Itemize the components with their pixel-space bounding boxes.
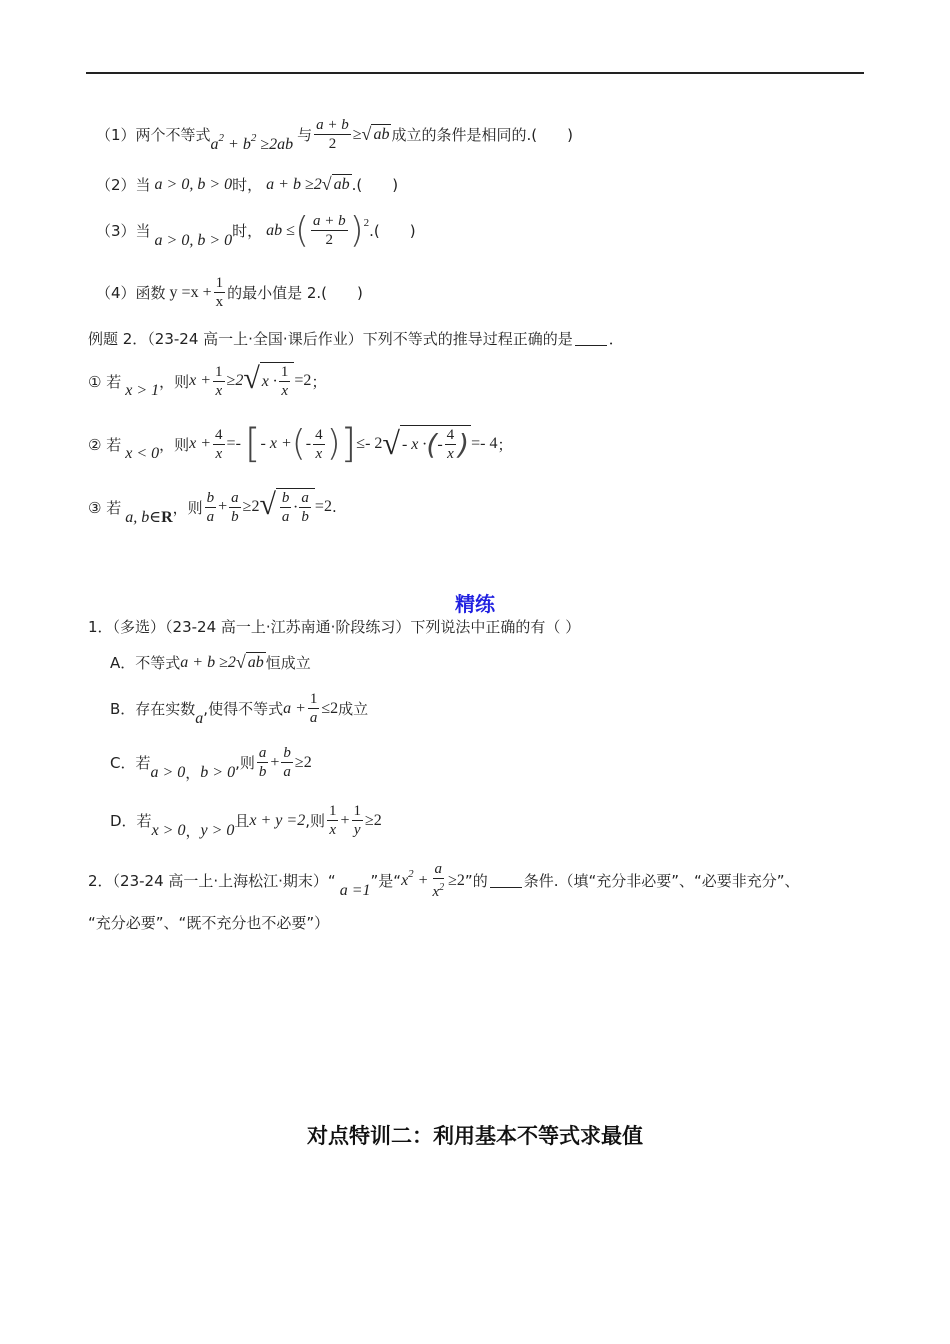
choice-2-eq: =- [226,435,245,452]
question-2-line-1 [88,860,800,901]
header-rule [86,72,864,74]
choice-2-left-bracket: [ [244,421,261,467]
example-2-end: ． [608,330,624,348]
option-d-fraction-1: $\frac{1}{x}$ [328,803,337,838]
choice-2-end: ； [497,435,513,454]
item-3-mid: 时， [232,222,263,240]
question-1-option-d [110,802,382,839]
item-1-sqrt: √ ab [361,124,390,144]
option-b-label: B．存在实数 [110,700,196,718]
question-2-fraction: $\frac{a}{x^2}$ [432,861,445,900]
choice-1-lhs: x + [189,372,212,389]
option-c-geq: ≥2 [294,753,312,771]
item-3-right-paren: ) [349,209,364,251]
choice-3-sqrt: √ $\frac{b}{a}$ · $\frac{a}{b}$ [259,488,314,526]
choice-1-fraction: $\frac{1}{x}$ [215,363,223,399]
choice-1-label: ① 若 [88,372,122,391]
choice-1-mid: ，则 [159,372,190,391]
choice-3-condition: a, b∈R [121,509,173,526]
choice-1-condition: x > 1 [121,382,160,399]
choice-1-result: =2 [294,372,312,389]
choice-3-geq: ≥2 [242,498,260,515]
option-c-plus: + [270,753,280,771]
choice-2-result: =- 4 [471,435,498,452]
item-2-label: （2）当 [96,176,151,194]
option-b-fraction: $\frac{1}{a}$ [309,691,318,726]
item-4-function: y =x + [165,283,212,301]
option-c-cond-a: a > 0 [150,763,186,781]
option-d-and: 且 [234,812,250,830]
item-2-formula: a + b ≥2 [262,175,322,193]
choice-3-fraction-2: $\frac{a}{b}$ [231,489,239,525]
choice-1-geq: ≥2 [226,372,244,389]
question-1-stem [88,616,580,637]
option-b-tail: 成立 [338,700,369,718]
item-1-tail: 成立的条件是相同的.( [391,126,538,144]
option-a-formula: a + b ≥2 [180,653,236,671]
option-a-label: A．不等式 [110,654,181,672]
choice-3-end: . [331,498,337,516]
choice-1-sqrt: √ x · $\frac{1}{x}$ [243,362,294,400]
choice-2-inner-lparen: ( [291,423,306,464]
question-1-option-a [110,652,311,673]
item-2 [96,174,398,195]
question-1-option-c [110,744,312,781]
question-2-mid2: ”的 [464,872,488,890]
option-b-formula: a + [283,699,306,717]
choice-1-end: ； [311,372,327,391]
choice-2-inner-fraction: $\frac{4}{x}$ [315,426,323,462]
item-2-mid: 时， [232,176,263,194]
option-c-sep: ， [185,764,201,782]
item-3 [96,209,416,251]
item-2-condition: a > 0, b > 0 [150,175,233,193]
item-2-close: ) [392,175,399,194]
practice-heading: 精练 [455,592,495,616]
question-1-text: 1．（多选）（23-24 高一上·江苏南通·阶段练习）下列说法中正确的有（ ） [88,618,581,636]
item-2-tail: .( [351,175,363,194]
item-1-close: ) [567,125,573,144]
option-a-tail: 恒成立 [265,654,311,672]
question-2-line-2-text: “充分必要”、“既不充分也不必要”） [88,914,330,932]
question-2-tail: 条件.（填“充分非必要”、“必要非充分”、 [523,872,800,890]
item-3-left-paren: ( [294,209,309,251]
item-2-sqrt: √ ab [321,174,350,194]
option-d-cond-y: y > 0 [200,821,235,839]
item-4-label: （4）函数 [96,284,166,302]
choice-2-mid: ，则 [159,435,190,454]
option-c-fraction-2: $\frac{b}{a}$ [283,745,291,780]
option-d-mid: ,则 [305,812,325,830]
example-2-blank [575,331,607,346]
example-2-choice-1 [88,362,326,400]
choice-2-leq: ≤- 2 [356,435,383,452]
option-d-label: D．若 [110,812,152,830]
option-c-mid: ,则 [235,754,255,772]
example-2-choice-3 [88,488,337,526]
question-2-blank [490,873,522,888]
example-2-text: 例题 2．（23-24 高一上·全国·课后作业）下列不等式的推导过程正确的是 [88,330,573,348]
option-c-label: C．若 [110,754,151,772]
question-1-option-b [110,690,368,727]
option-d-sum: x + y =2 [249,811,306,829]
item-1 [96,116,573,153]
section-heading: 对点特训二：利用基本不等式求最值 [307,1124,643,1148]
question-2-condition: a =1 [335,881,371,899]
option-c-cond-b: b > 0 [200,763,236,781]
item-4-close: ) [357,283,363,302]
item-3-exponent: 2 [363,216,370,229]
item-1-label: （1）两个不等式 [96,126,211,144]
option-c-fraction-1: $\frac{a}{b}$ [258,745,267,780]
example-2-choice-2 [88,421,513,467]
item-3-condition: a > 0, b > 0 [150,231,233,249]
choice-2-label: ② 若 [88,435,122,454]
item-3-label: （3）当 [96,222,151,240]
choice-3-result: =2 [314,498,332,515]
choice-2-inner: - x + [260,435,292,452]
item-1-geq: ≥ [352,125,362,143]
item-3-fraction: $\frac{a + b}{2}$ [312,213,346,248]
option-b-variable: a [195,709,204,727]
option-b-leq: ≤2 [321,699,339,717]
item-3-formula: ab ≤ [262,221,295,239]
choice-3-mid: ，则 [172,498,203,517]
choice-3-label: ③ 若 [88,498,122,517]
choice-2-right-bracket: ] [340,421,357,467]
choice-2-inner-rparen: ) [326,423,341,464]
item-3-tail: .( [369,221,380,240]
item-4-fraction: $\frac{1}{x}$ [215,275,224,310]
question-2-line-2 [88,912,329,933]
item-1-fraction: $\frac{a + b}{2}$ [316,117,349,152]
item-4-tail: 的最小值是 2.( [227,284,328,302]
option-d-sep: ， [185,822,201,840]
choice-2-condition: x < 0 [121,445,160,462]
choice-2-lhs: x + [189,435,212,452]
choice-2-minus: - [305,435,312,452]
item-3-close: ) [409,221,416,240]
option-b-mid: ,使得不等式 [203,700,284,718]
option-d-fraction-2: $\frac{1}{y}$ [353,803,362,838]
question-2-geq: ≥2 [448,871,465,889]
choice-3-plus: + [218,498,228,515]
choice-2-sqrt: √ - x · ( - $\frac{4}{x}$ ) [382,425,470,462]
item-4 [96,274,363,311]
option-a-sqrt: √ ab [235,652,264,672]
option-d-geq: ≥2 [365,811,382,829]
choice-3-fraction-1: $\frac{b}{a}$ [206,489,215,525]
option-d-cond-x: x > 0 [151,821,186,839]
example-2-stem [88,328,624,349]
question-2-formula: $x^2$ + [401,867,429,889]
item-1-inequality-a: $a^2 + b^2 \ge 2ab$ [210,131,294,153]
choice-2-fraction: $\frac{4}{x}$ [215,426,223,462]
item-1-conn: 与 [297,126,313,144]
option-d-plus: + [340,811,350,829]
question-2-pre: 2．（23-24 高一上·上海松江·期末）“ [88,872,336,890]
question-2-mid1: ”是“ [370,872,402,890]
